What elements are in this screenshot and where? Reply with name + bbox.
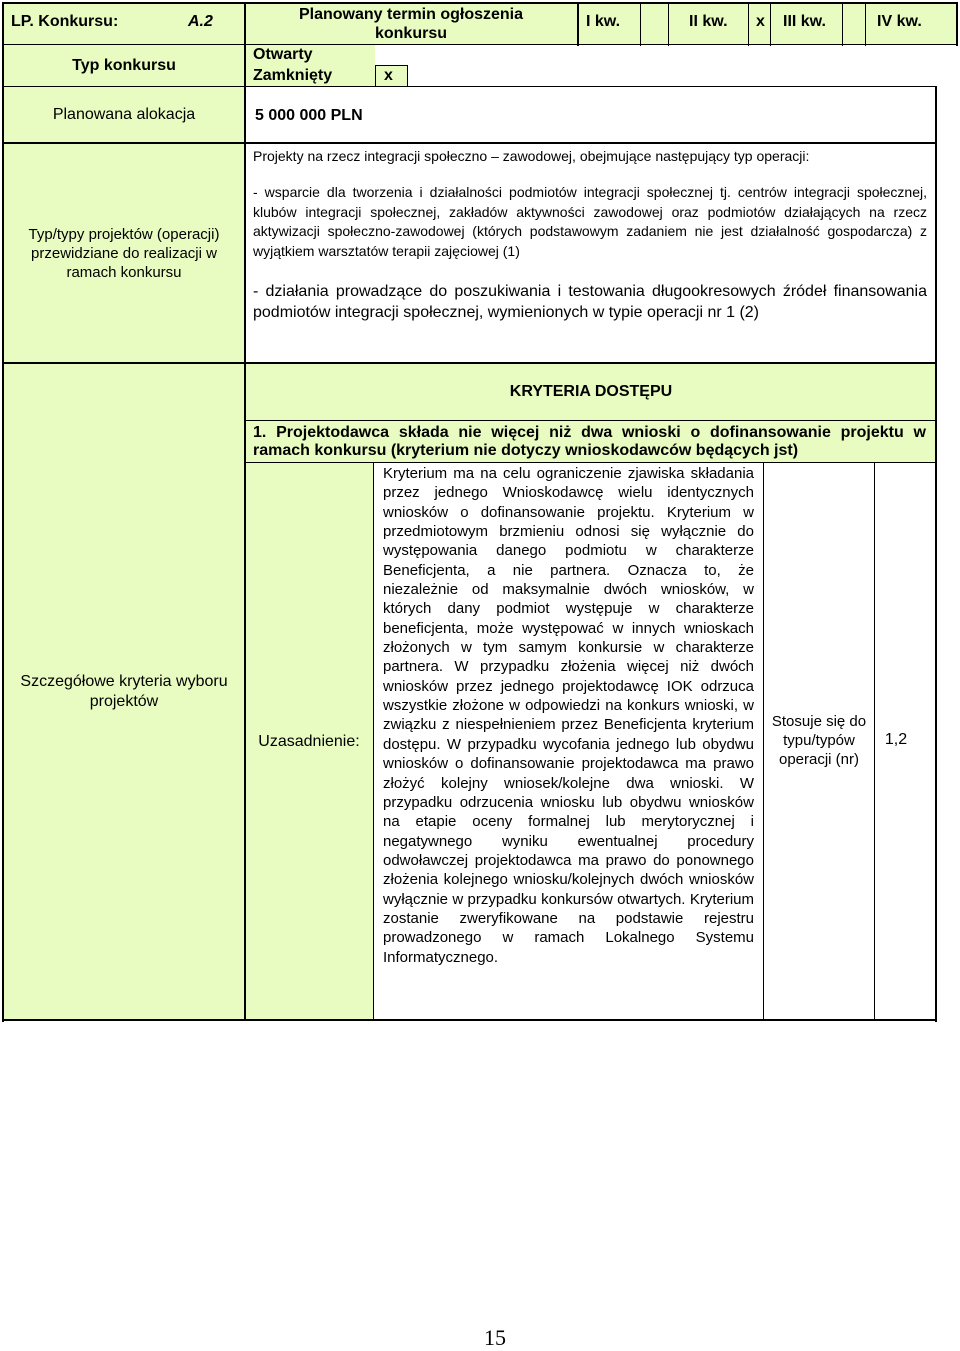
rule-v-q3 [842, 2, 843, 46]
rule-v-q3b [865, 2, 866, 46]
page-number: 15 [484, 1325, 506, 1350]
lp-value: A.2 [188, 13, 213, 30]
border-left [2, 2, 4, 1022]
justification-label: Uzasadnienie: [245, 463, 373, 1020]
project-types-label: Typ/typy projektów (operacji) przewidziane do realizacji w ramach konkursu [3, 143, 245, 363]
applies-label: Stosuje się do typu/typów operacji (nr) [771, 712, 867, 768]
lp-label: LP. Konkursu: [11, 13, 119, 30]
rule-h4 [2, 362, 937, 364]
border-right-lower [935, 86, 937, 1022]
rule-v-typemark [407, 65, 408, 87]
rule-v-q2 [748, 2, 749, 46]
quarter-4-label: IV kw. [877, 13, 922, 30]
rule-h2 [2, 86, 937, 87]
quarter-2-label: II kw. [689, 13, 728, 30]
rule-v-label [244, 2, 246, 1021]
criterion-title: 1. Projektodawca składa nie więcej niż dwa wnioski o dofinansowanie projektu w ramach konkursu (kryterium nie dotyczy wnioskodawców będących jst) [253, 424, 926, 459]
type-label: Typ konkursu [3, 45, 245, 87]
planned-term-label: Planowany termin ogłoszenia konkursu [245, 3, 577, 45]
rule-h6 [245, 462, 375, 463]
rule-h-inner-top [373, 462, 937, 463]
allocation-value: 5 000 000 PLN [255, 107, 363, 124]
project-type-item-2: - działania prowadzące do poszukiwania i testowania długookresowych źródeł finansowania podmiotów integracji społecznej, wymienionych w typie operacji nr 1 (2) [253, 283, 927, 321]
rule-h7 [375, 65, 407, 66]
border-right [956, 2, 958, 46]
rule-h3 [2, 142, 937, 144]
quarter-2-mark: x [756, 13, 765, 30]
project-type-item-1: - wsparcie dla tworzenia i działalności podmiotów integracji społecznej tj. centrów integracji społecznej, klubów integracji społecznej, zakładów aktywności zawodowej oraz podmiotów działających na rzecz aktywizacji społeczno-zawodowej (których podstawowym zadaniem nie jest działalność gospodarcza) z wyjątkiem warsztatów terapii zajęciowej (1) [253, 184, 927, 259]
justification-text: Kryterium ma na celu ograniczenie zjawiska składania przez jednego Wnioskodawcę wielu identycznych wniosków o dofinansowanie projektu. Kryterium w przedmiotowym brzmieniu odnosi się wyłącznie do występowania danego podmiotu w charakterze Beneficjenta, a nie partnera. Oznacza to, że niezależnie od maksymalnie dwóch wniosków, w których dany podmiot występuje w charakterze beneficjenta, może występować w innych wnioskach złożonych w tym samym konkursie w charakterze partnera. W przypadku złożenia więcej niż dwóch wniosków przez jednego projektodawcę IOK odrzuca wszystkie złożone w odpowiedzi na konkurs wnioski, w związku z niespełnieniem przez Beneficjenta kryterium dostępu. W przypadku wycofania jednego lub obydwu wniosków o dofinansowanie projektodawca ma prawo złożyć kolejny wniosek/kolejne dwa wnioski. W przypadku odrzucenia wniosku lub obydwu wniosków na etapie oceny formalnej lub merytorycznej i negatywnego wyniku ewentualnej procedury odwoławczej projektodawca ma prawo do ponownego złożenia kolejnego wniosku/kolejnych dwóch wniosków wyłącznie w przypadku konkursów otwartych. Kryterium zostanie zweryfikowane na podstawie rejestru prowadzonego w ramach Lokalnego Systemu Informatycznego. [383, 465, 754, 966]
allocation-label: Planowana alokacja [3, 87, 245, 143]
rule-h1 [2, 44, 958, 45]
rule-v-q1 [640, 2, 641, 46]
project-types-intro: Projekty na rzecz integracji społeczno – zawodowej, obejmujące następujący typ operacji: [253, 148, 810, 164]
rule-v-q1b [668, 2, 669, 46]
rule-v-type [375, 65, 376, 87]
rule-v-q2b [770, 2, 771, 46]
type-closed-mark: x [384, 67, 393, 84]
rule-v-text [763, 462, 764, 1020]
rule-v-applies [874, 462, 875, 1020]
border-bottom [2, 1019, 937, 1021]
rule-h5 [245, 420, 937, 421]
rule-v-term [577, 2, 579, 46]
rule-v-just [373, 462, 374, 1020]
type-open: Otwarty [253, 46, 313, 63]
criteria-heading: KRYTERIA DOSTĘPU [245, 363, 937, 421]
criteria-section-label: Szczegółowe kryteria wyboru projektów [3, 363, 245, 1020]
applies-value: 1,2 [884, 731, 908, 748]
quarter-1-label: I kw. [586, 13, 621, 30]
border-top [2, 2, 958, 4]
type-closed: Zamknięty [253, 67, 333, 84]
quarter-3-label: III kw. [783, 13, 826, 30]
